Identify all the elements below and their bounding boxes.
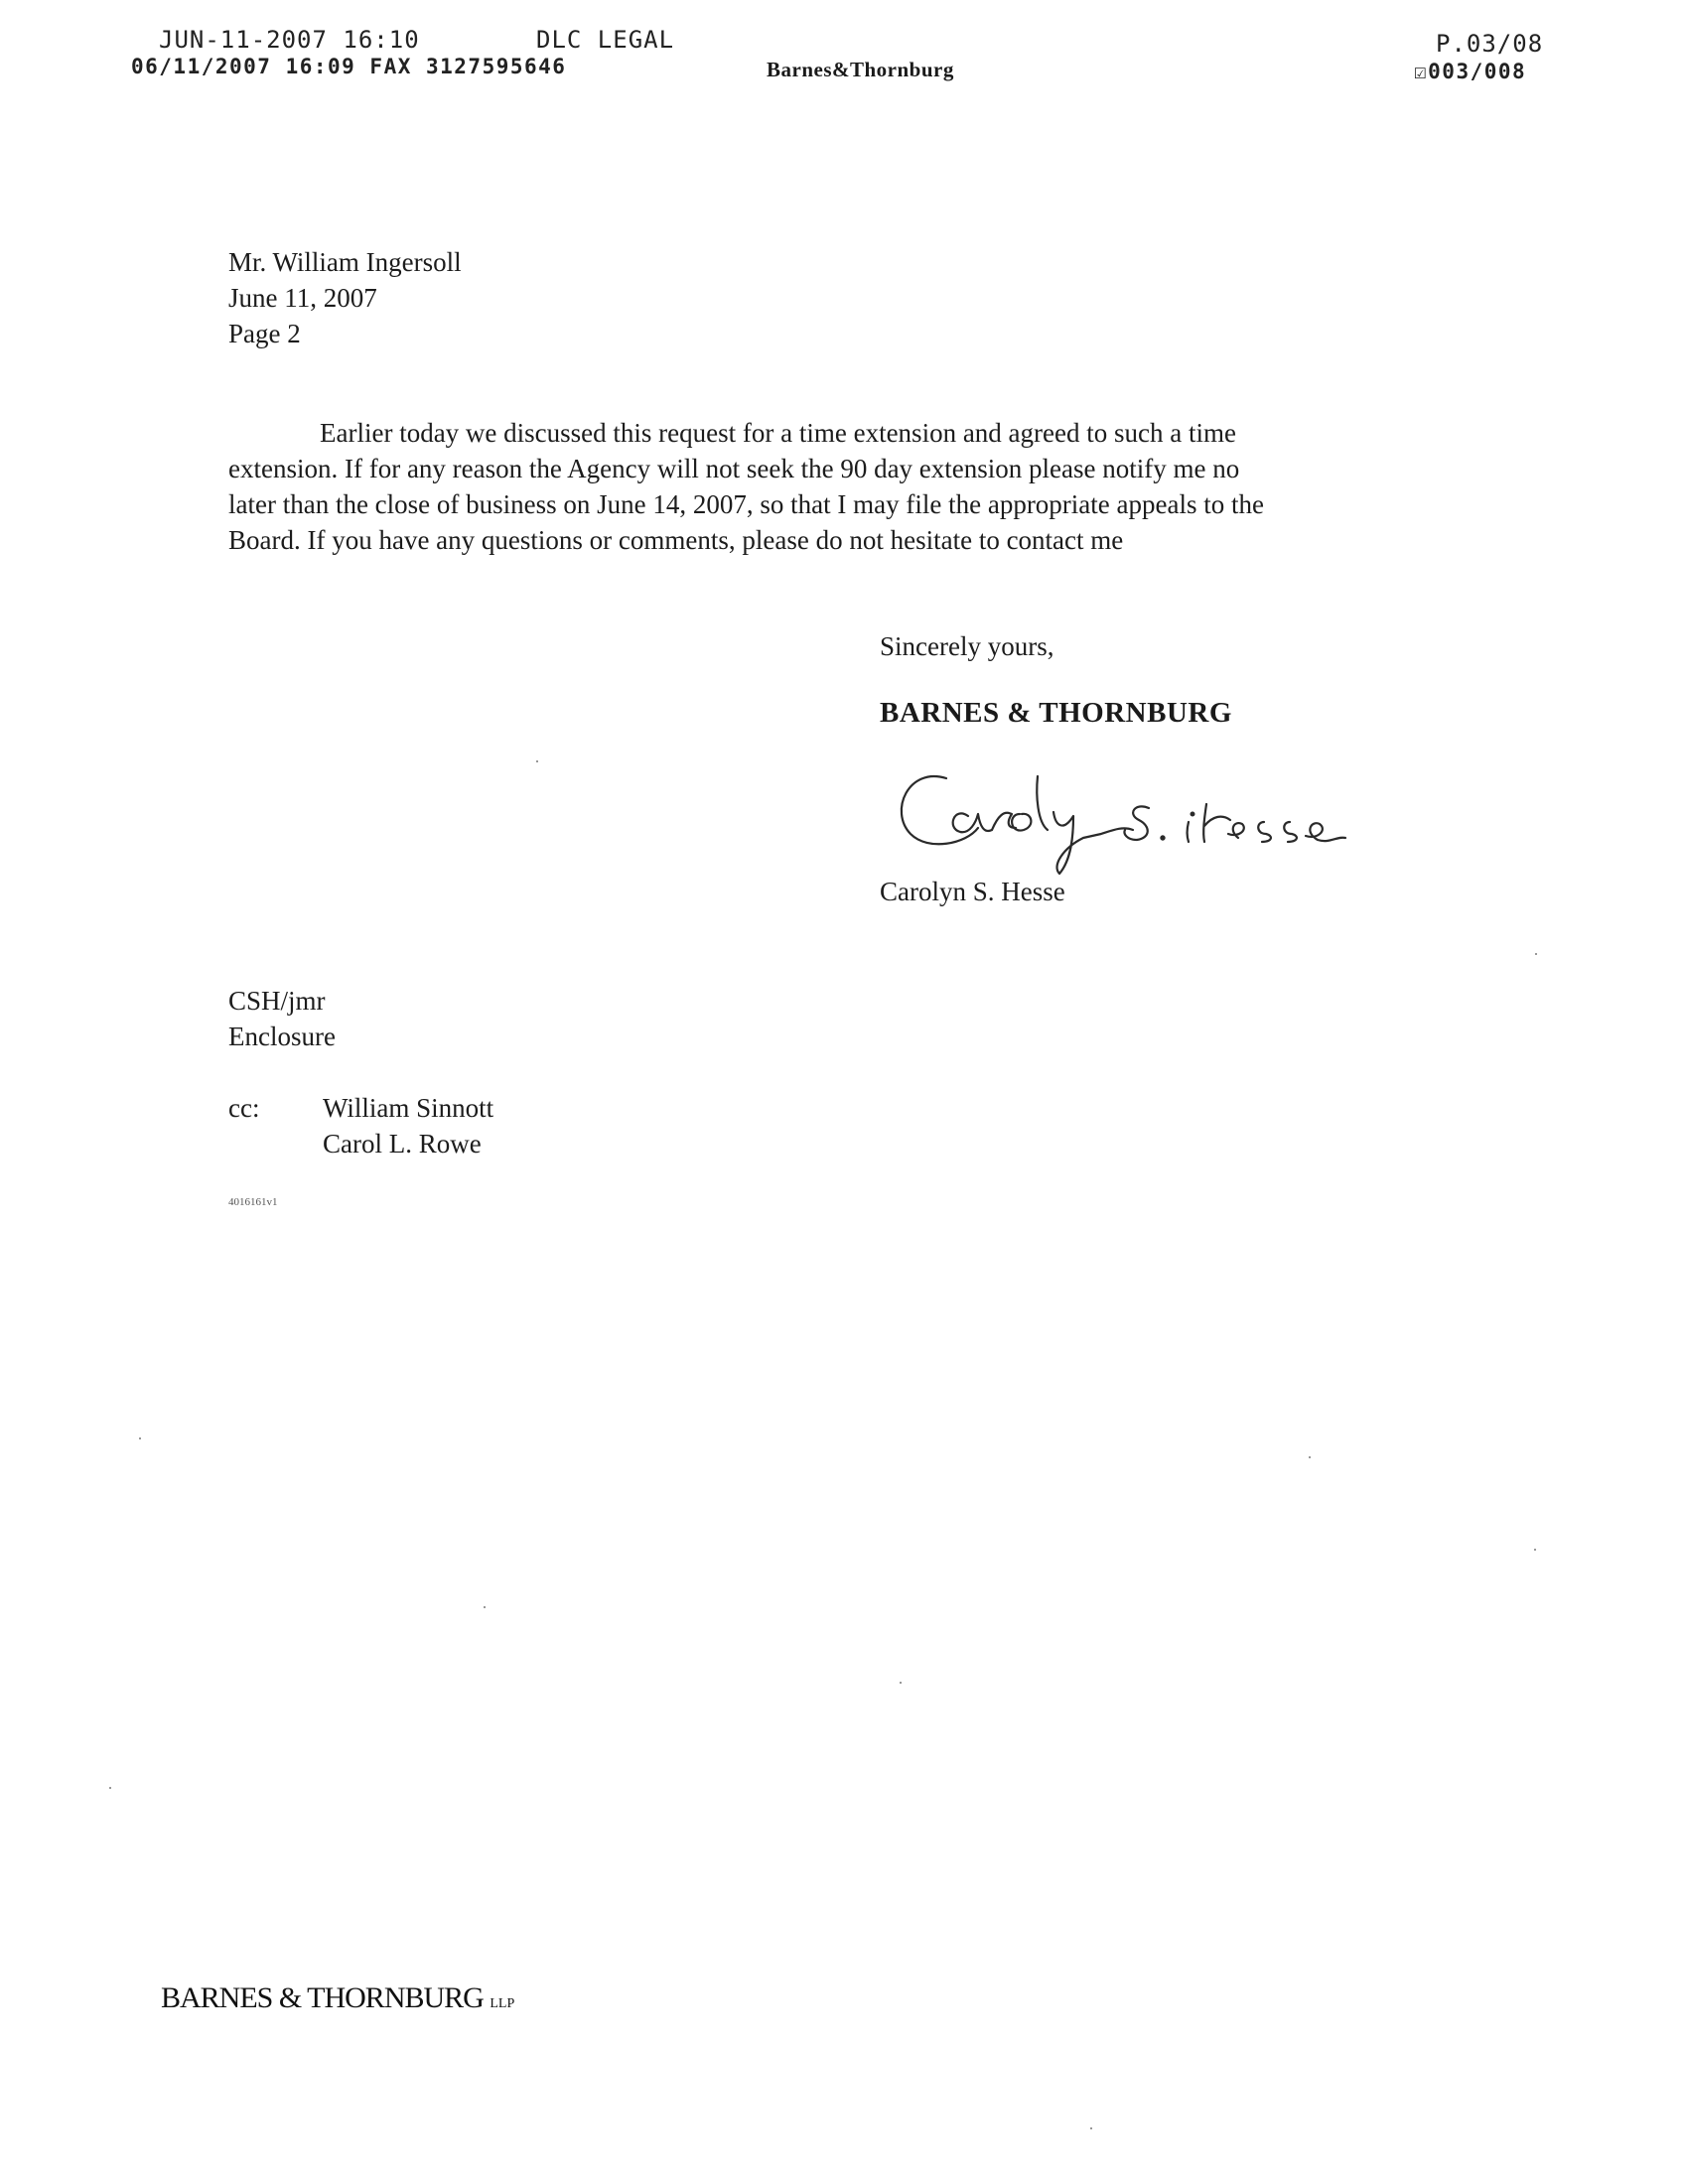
letter-date: June 11, 2007 <box>228 283 377 313</box>
cc-name: Carol L. Rowe <box>323 1129 482 1159</box>
fax-header-transmit-line: 06/11/2007 16:09 FAX 3127595646 <box>131 55 567 78</box>
signer-name: Carolyn S. Hesse <box>880 877 1065 906</box>
recipient-name: Mr. William Ingersoll <box>228 247 462 277</box>
scan-speck <box>1309 1456 1311 1458</box>
closing-firm-name: BARNES & THORNBURG <box>880 697 1232 729</box>
scan-speck <box>900 1682 902 1684</box>
body-line-3: later than the close of business on June 14, 2007, so that I may file the appropriate appeals to the <box>228 489 1264 519</box>
body-line-4: Board. If you have any questions or comments, please do not hesitate to contact me <box>228 525 1124 555</box>
checkbox-icon: ☑ <box>1414 60 1429 83</box>
letter-body <box>228 415 1433 558</box>
handwritten-signature <box>889 756 1474 881</box>
closing-salutation: Sincerely yours, <box>880 631 1054 661</box>
fax-header-page-number <box>1414 60 1526 83</box>
cc-label: cc: <box>228 1093 260 1123</box>
cc-name: William Sinnott <box>323 1093 494 1123</box>
fax-header-sender: DLC LEGAL <box>536 26 675 54</box>
page-number: Page 2 <box>228 319 301 348</box>
firm-logo-suffix: LLP <box>490 1996 515 2011</box>
body-line-2: extension. If for any reason the Agency will not seek the 90 day extension please notify me no <box>228 454 1240 483</box>
fax-header-firm: Barnes&Thornburg <box>767 58 954 81</box>
document-number: 4016161v1 <box>228 1196 278 1208</box>
scan-speck <box>1534 1549 1536 1551</box>
scan-speck <box>109 1787 111 1789</box>
firm-logo-name: BARNES & THORNBURG <box>161 1981 484 2014</box>
fax-header-timestamp: JUN-11-2007 16:10 <box>159 26 420 54</box>
scan-speck <box>484 1606 486 1608</box>
enclosure-note: Enclosure <box>228 1022 336 1051</box>
fax-page-number-text: 003/008 <box>1428 60 1527 83</box>
fax-header-page-count: P.03/08 <box>1436 30 1544 58</box>
scan-speck <box>139 1437 141 1439</box>
scan-speck <box>1535 953 1537 955</box>
firm-logo <box>161 1981 514 2015</box>
typist-initials: CSH/jmr <box>228 986 326 1016</box>
scan-speck <box>1090 2127 1092 2129</box>
body-line-1: Earlier today we discussed this request for a time extension and agreed to such a time <box>320 418 1236 448</box>
scan-speck <box>536 760 538 762</box>
